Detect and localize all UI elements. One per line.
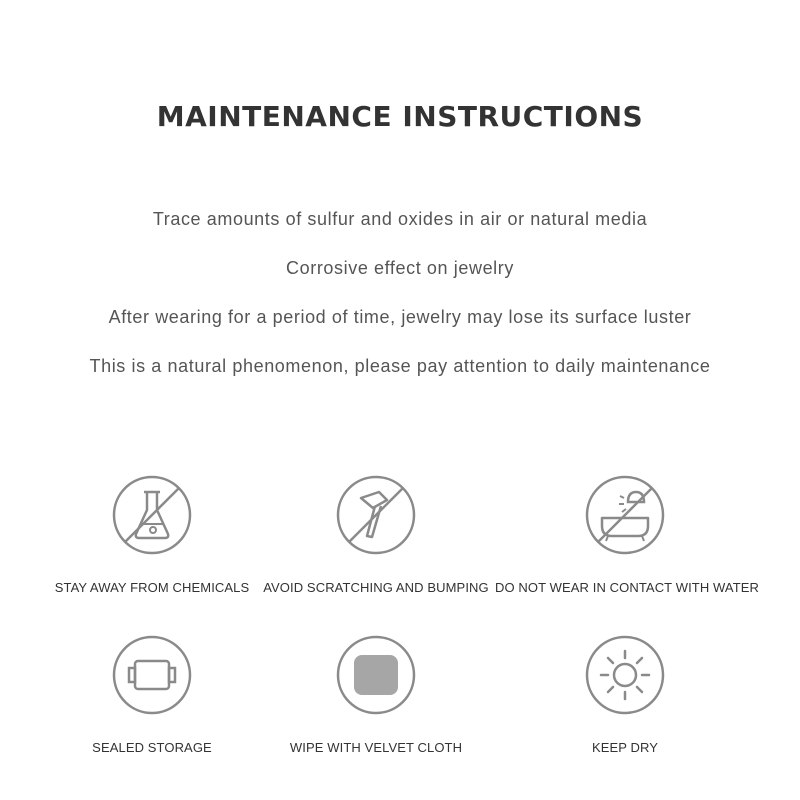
tip-stay-away-chemicals (22, 474, 282, 595)
description (0, 205, 800, 401)
tip-sealed-storage (22, 634, 282, 755)
sun-icon (584, 634, 666, 716)
no-hammer-icon (335, 474, 417, 556)
tip-keep-dry (495, 634, 755, 755)
no-chemicals-icon (111, 474, 193, 556)
tip-label: KEEP DRY (591, 740, 659, 755)
tip-label: STAY AWAY FROM CHEMICALS (54, 580, 250, 595)
storage-box-icon (111, 634, 193, 716)
description-line: Trace amounts of sulfur and oxides in air or natural media (152, 209, 648, 229)
no-shower-icon (584, 474, 666, 556)
page-title: MAINTENANCE INSTRUCTIONS (156, 100, 644, 133)
tip-velvet-cloth (246, 634, 506, 755)
tip-no-water (495, 474, 760, 595)
tip-label: WIPE WITH VELVET CLOTH (289, 740, 463, 755)
tip-label: DO NOT WEAR IN CONTACT WITH WATER (495, 580, 760, 595)
description-line: After wearing for a period of time, jewelry may lose its surface luster (108, 307, 692, 327)
description-line: This is a natural phenomenon, please pay attention to daily maintenance (89, 356, 711, 376)
velvet-cloth-icon (335, 634, 417, 716)
tip-avoid-scratching (246, 474, 506, 595)
description-line: Corrosive effect on jewelry (286, 258, 514, 278)
tip-label: SEALED STORAGE (92, 740, 212, 755)
tip-label: AVOID SCRATCHING AND BUMPING (263, 580, 489, 595)
